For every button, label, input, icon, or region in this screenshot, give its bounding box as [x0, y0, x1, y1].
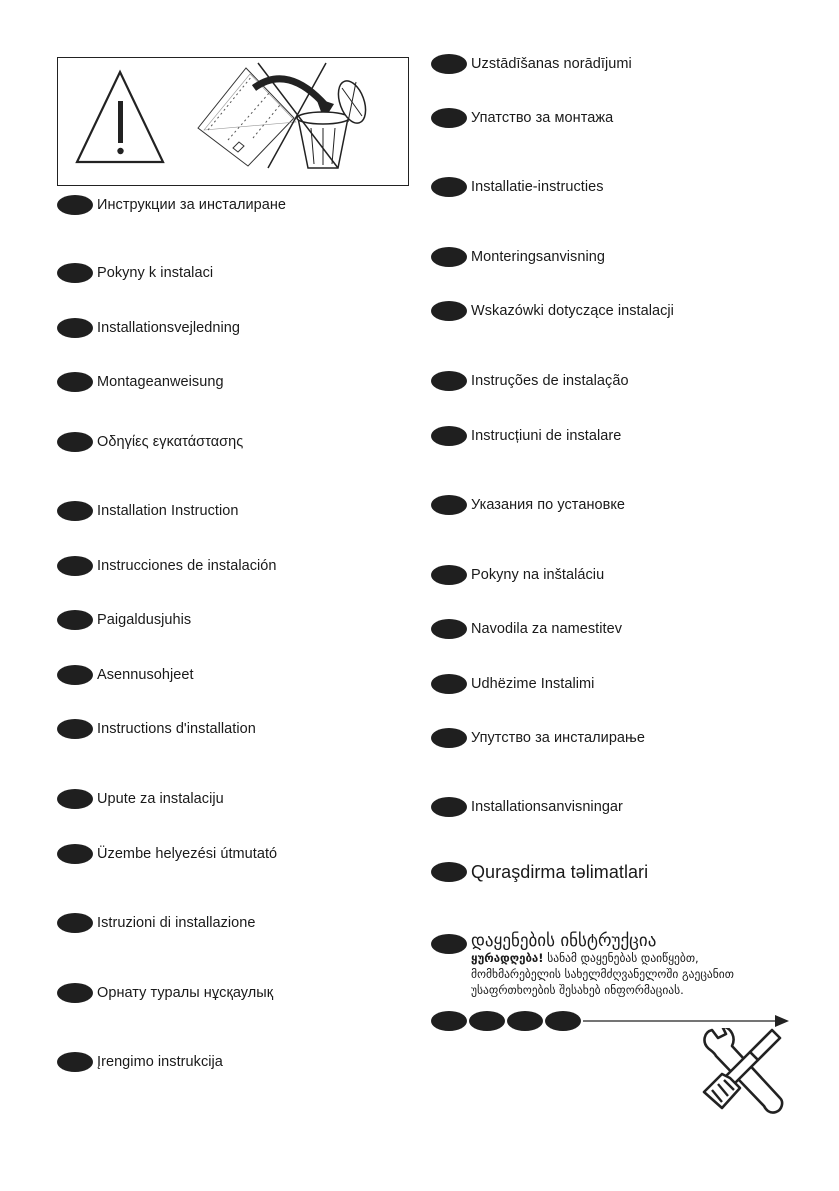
item-label: Upute za instalaciju — [97, 791, 224, 807]
item-label: Pokyny na inštaláciu — [471, 567, 605, 583]
item-label: Орнату туралы нұсқаулық — [97, 985, 274, 1001]
step-marker — [545, 1011, 581, 1031]
list-item — [431, 425, 621, 447]
item-label: Installation Instruction — [97, 503, 239, 519]
list-item — [431, 796, 623, 818]
step-marker — [431, 1011, 467, 1031]
item-label: Istruzioni di installazione — [97, 915, 256, 931]
item-label: Installatie-instructies — [471, 179, 604, 195]
list-item — [57, 788, 224, 810]
warning-line: სანამ დაყენებას დაიწყებთ, — [543, 951, 699, 965]
warning-heading: ყურადღება! — [471, 951, 544, 965]
list-item — [431, 673, 594, 695]
item-label: Installationsvejledning — [97, 320, 241, 336]
item-label: Asennusohjeet — [97, 667, 194, 683]
language-marker — [57, 372, 93, 392]
language-marker — [431, 371, 467, 391]
item-label: Instrucțiuni de instalare — [471, 428, 622, 444]
list-item — [57, 500, 238, 522]
item-label: Wskazówki dotyczące instalacji — [471, 303, 674, 319]
language-marker — [57, 844, 93, 864]
language-marker — [431, 565, 467, 585]
manual-in-trash-crossed-icon — [198, 63, 371, 168]
item-label: Montageanweisung — [97, 374, 224, 390]
language-marker — [57, 789, 93, 809]
item-label: Navodila za namestitev — [471, 621, 623, 637]
list-item — [57, 262, 213, 284]
list-item — [431, 618, 622, 640]
language-marker — [431, 108, 467, 128]
list-item — [57, 609, 191, 631]
list-item — [57, 912, 256, 934]
list-item — [57, 431, 243, 453]
language-marker — [431, 247, 467, 267]
language-marker — [57, 913, 93, 933]
list-item — [57, 1051, 223, 1073]
item-label: Įrengimo instrukcija — [97, 1054, 223, 1070]
list-item — [431, 564, 604, 586]
list-item — [57, 664, 194, 686]
language-marker — [57, 665, 93, 685]
language-marker — [431, 862, 467, 882]
list-item — [431, 107, 613, 129]
list-item — [57, 317, 240, 339]
item-label: Instructions d'installation — [97, 721, 256, 737]
item-label: Udhëzime Instalimi — [471, 676, 595, 692]
item-label: Quraşdirma təlimatlari — [471, 861, 649, 882]
step-marker — [507, 1011, 543, 1031]
item-label: Οδηγίες εγκατάστασης — [97, 434, 244, 450]
item-label: Paigaldusjuhis — [97, 612, 192, 628]
item-label: Instrucciones de instalación — [97, 558, 277, 574]
language-marker — [431, 426, 467, 446]
item-label: Упатство за монтажа — [471, 110, 614, 126]
wrench-screwdriver-icon — [700, 1028, 796, 1116]
language-marker — [57, 983, 93, 1003]
language-marker — [57, 195, 93, 215]
arrow-right-icon — [583, 1013, 793, 1029]
language-marker — [431, 301, 467, 321]
item-label: Instruções de instalação — [471, 373, 629, 389]
list-item — [431, 861, 648, 883]
georgian-warning — [471, 950, 734, 998]
list-item — [431, 246, 605, 268]
list-item — [431, 727, 645, 749]
warning-graphic — [58, 58, 410, 187]
language-marker — [431, 619, 467, 639]
list-item — [431, 370, 629, 392]
language-marker — [57, 318, 93, 338]
pill-row — [431, 1011, 583, 1031]
step-marker — [469, 1011, 505, 1031]
warning-line: მომხმარებელის სახელმძღვანელოში გაეცანით — [471, 967, 734, 981]
language-marker — [431, 177, 467, 197]
language-marker — [431, 797, 467, 817]
warning-line: უსაფრთხოების შესახებ ინფორმაციას. — [471, 983, 684, 997]
language-marker — [57, 432, 93, 452]
language-marker — [57, 263, 93, 283]
list-item — [57, 843, 277, 865]
language-marker — [57, 1052, 93, 1072]
list-item — [57, 371, 224, 393]
list-item — [431, 176, 604, 198]
language-marker — [431, 495, 467, 515]
list-item — [431, 494, 625, 516]
language-marker — [57, 501, 93, 521]
item-label: Упутство за инсталирање — [471, 730, 645, 746]
language-marker — [431, 934, 467, 954]
list-item — [431, 300, 674, 322]
georgian-title: დაყენების ინსტრუქცია — [471, 931, 657, 951]
language-marker — [57, 719, 93, 739]
language-marker — [431, 728, 467, 748]
warning-triangle-icon — [77, 72, 163, 162]
item-label: Pokyny k instalaci — [97, 265, 214, 281]
list-item — [57, 555, 277, 577]
language-marker — [431, 54, 467, 74]
list-item — [431, 53, 632, 75]
language-marker — [431, 674, 467, 694]
warning-graphic-box — [57, 57, 409, 186]
list-item — [57, 982, 273, 1004]
list-item — [57, 718, 256, 740]
list-item — [57, 194, 286, 216]
language-marker — [57, 556, 93, 576]
item-label: Uzstādīšanas norādījumi — [471, 56, 632, 72]
item-label: Указания по установке — [471, 497, 626, 513]
item-label: Üzembe helyezési útmutató — [97, 846, 278, 862]
language-marker — [57, 610, 93, 630]
item-label: Инструкции за инсталиране — [97, 197, 286, 213]
item-label: Installationsanvisningar — [471, 799, 623, 815]
item-label: Monteringsanvisning — [471, 249, 605, 265]
